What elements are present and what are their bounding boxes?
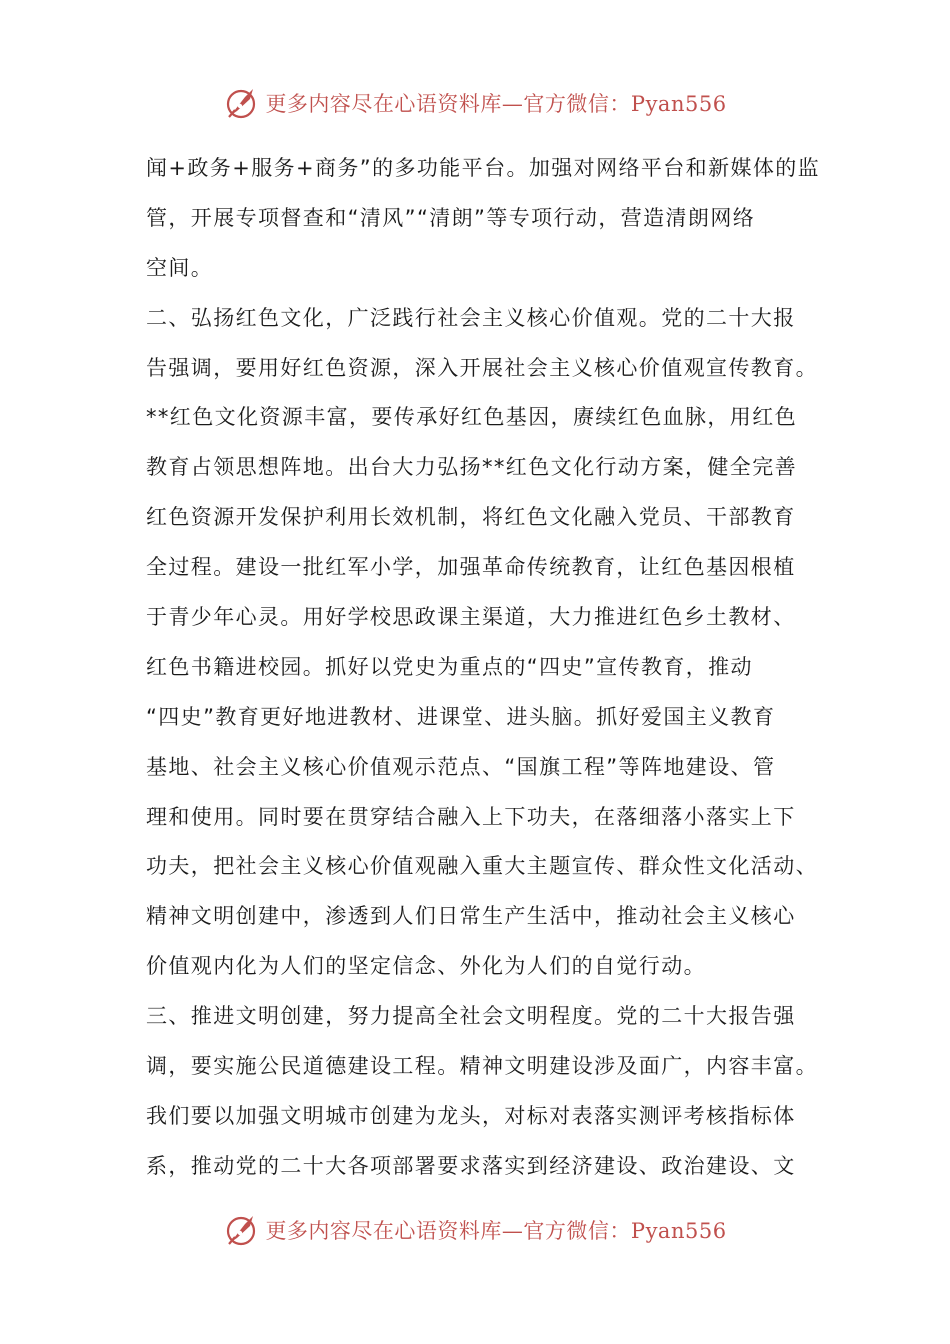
text-line: 精神文明创建中，渗透到人们日常生产生活中，推动社会主义核心 xyxy=(146,904,796,929)
text-line: **红色文化资源丰富，要传承好红色基因，赓续红色血脉，用红色 xyxy=(146,405,797,430)
text-line: 功夫，把社会主义核心价值观融入重大主题宣传、群众性文化活动、 xyxy=(146,854,818,879)
text-line: 基地、社会主义核心价值观示范点、“国旗工程”等阵地建设、管 xyxy=(146,754,776,779)
text-line: 三、推进文明创建，努力提高全社会文明程度。党的二十大报告强 xyxy=(146,1004,796,1029)
text-line: 红色书籍进校园。抓好以党史为重点的“四史”宣传教育，推动 xyxy=(146,654,753,679)
quill-logo-icon xyxy=(223,85,259,121)
text-line: “四史”教育更好地进教材、进课堂、进头脑。抓好爱国主义教育 xyxy=(146,704,776,729)
text-line: 于青少年心灵。用好学校思政课主渠道，大力推进红色乡土教材、 xyxy=(146,605,796,630)
document-body xyxy=(146,144,821,1192)
text-line: 二、弘扬红色文化，广泛践行社会主义核心价值观。党的二十大报 xyxy=(146,305,796,330)
text-line: 理和使用。同时要在贯穿结合融入上下功夫，在落细落小落实上下 xyxy=(146,804,796,829)
header-banner-text: 更多内容尽在心语资料库—官方微信：Pyan556 xyxy=(265,92,727,116)
text-line: 告强调，要用好红色资源，深入开展社会主义核心价值观宣传教育。 xyxy=(146,355,818,380)
quill-logo-icon xyxy=(223,1212,259,1248)
text-line: 红色资源开发保护利用长效机制，将红色文化融入党员、干部教育 xyxy=(146,505,796,530)
text-line: 我们要以加强文明城市创建为龙头，对标对表落实测评考核指标体 xyxy=(146,1103,796,1128)
footer-banner xyxy=(0,1208,950,1252)
text-line: 教育占领思想阵地。出台大力弘扬**红色文化行动方案，健全完善 xyxy=(146,455,797,480)
text-line: 全过程。建设一批红军小学，加强革命传统教育，让红色基因根植 xyxy=(146,555,796,580)
text-line: 闻+政务+服务+商务”的多功能平台。加强对网络平台和新媒体的监 xyxy=(146,156,821,180)
text-line: 价值观内化为人们的坚定信念、外化为人们的自觉行动。 xyxy=(146,954,706,979)
text-line: 管，开展专项督查和“清风”“清朗”等专项行动，营造清朗网络 xyxy=(146,205,756,230)
text-line: 系，推动党的二十大各项部署要求落实到经济建设、政治建设、文 xyxy=(146,1153,796,1178)
text-line: 空间。 xyxy=(146,255,214,280)
footer-banner-text: 更多内容尽在心语资料库—官方微信：Pyan556 xyxy=(265,1219,727,1243)
text-line: 调，要实施公民道德建设工程。精神文明建设涉及面广，内容丰富。 xyxy=(146,1054,818,1079)
header-banner xyxy=(0,81,950,125)
